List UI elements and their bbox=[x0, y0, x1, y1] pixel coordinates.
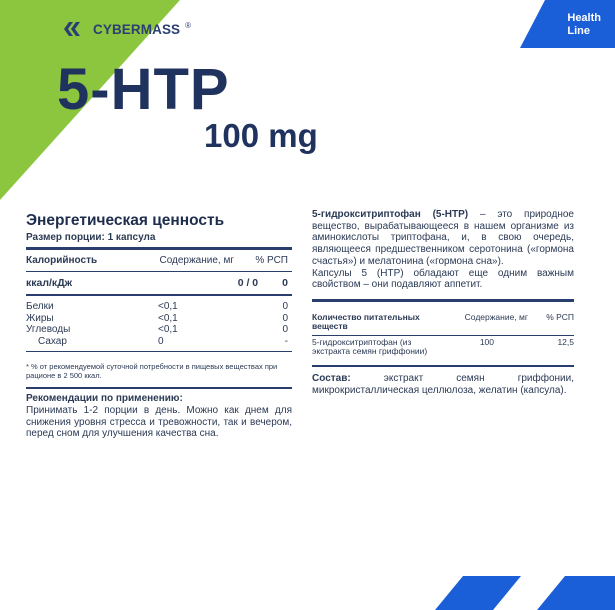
col-content: Содержание, мг bbox=[464, 311, 528, 322]
row-pct: - bbox=[284, 335, 288, 347]
description-text: – это природное вещество, вырабатывающееся в нашем организме из аминокислоты триптофана, и, в свою очередь, являющееся предшественником серотонина («гормона счастья») и мелатонина («гормона сна»). bbox=[312, 209, 574, 267]
composition-label: Состав: bbox=[312, 372, 351, 384]
table-row bbox=[26, 336, 292, 348]
energy-section bbox=[26, 212, 292, 440]
row-value: <0,1 bbox=[158, 301, 178, 312]
energy-heading: Энергетическая ценность bbox=[26, 212, 225, 229]
description-text-2: Капсулы 5 (HTP) обладают еще одним важным свойством – они подавляют аппетит. bbox=[312, 267, 574, 291]
col-pct: % РСП bbox=[255, 255, 288, 266]
row-label: Углеводы bbox=[26, 324, 71, 335]
table-row bbox=[26, 301, 292, 313]
col-calories: Калорийность bbox=[26, 255, 98, 266]
col-content: Содержание, мг bbox=[159, 255, 234, 266]
row-value: <0,1 bbox=[158, 324, 178, 335]
row-pct: 0 bbox=[282, 324, 288, 335]
composition-text: экстракт семян гриффонии, микрокристаллическая целлюлоза, желатин (капсула). bbox=[312, 372, 574, 396]
serving-size: Размер порции: 1 капсула bbox=[26, 232, 156, 243]
kcal-row bbox=[26, 272, 292, 296]
composition bbox=[312, 373, 574, 396]
row-label: Сахар bbox=[38, 335, 67, 347]
col-nutrients: Количество питательных веществ bbox=[312, 311, 420, 332]
product-dose: 100 mg bbox=[204, 117, 318, 154]
recommendations-heading: Рекомендации по применению: bbox=[26, 393, 183, 404]
logo-text: CYBERMASS bbox=[93, 21, 181, 37]
col-pct: % РСП bbox=[546, 311, 574, 322]
row-pct: 0 bbox=[282, 301, 288, 312]
row-pct: 0 bbox=[282, 312, 288, 324]
badge-line-1: Health bbox=[567, 12, 601, 24]
product-name: 5-HTP bbox=[57, 57, 230, 122]
description-lead: 5-гидрокситриптофан (5-HTP) bbox=[312, 209, 469, 220]
kcal-value: 0 / 0 bbox=[237, 277, 259, 289]
footnote: * % от рекомендуемой суточной потребности в пищевых веществах при рационе в 2 500 ккал. bbox=[26, 362, 292, 389]
nutrients-table-header bbox=[312, 302, 574, 336]
badge-line-2: Line bbox=[567, 25, 590, 37]
recommendations-text: Принимать 1-2 порции в день. Можно как днем для снижения уровня стресса и тревожности, так и вечером, перед сном для улучшения качества сна. bbox=[26, 405, 292, 439]
health-line-badge bbox=[567, 12, 601, 38]
row-label: Белки bbox=[26, 301, 54, 312]
brand-logo bbox=[64, 20, 191, 38]
kcal-label: ккал/кДж bbox=[26, 277, 73, 289]
table-row bbox=[312, 336, 574, 367]
blue-stripes-decoration bbox=[435, 576, 615, 610]
product-description bbox=[312, 209, 574, 302]
kcal-pct: 0 bbox=[282, 277, 288, 289]
logo-mark-icon bbox=[64, 20, 88, 38]
energy-table-header bbox=[26, 250, 292, 272]
row-value: <0,1 bbox=[158, 312, 178, 324]
nutrient-value: 100 bbox=[479, 336, 494, 347]
row-value: 0 bbox=[158, 335, 164, 347]
table-row bbox=[26, 324, 292, 336]
registered-mark: ® bbox=[185, 20, 192, 30]
row-label: Жиры bbox=[26, 312, 54, 324]
table-row bbox=[26, 313, 292, 325]
nutrient-pct: 12,5 bbox=[557, 336, 574, 347]
description-section bbox=[312, 209, 574, 396]
macros-list bbox=[26, 296, 292, 352]
nutrient-name: 5-гидрокситриптофан (из экстракта семян гриффонии) bbox=[312, 336, 428, 357]
